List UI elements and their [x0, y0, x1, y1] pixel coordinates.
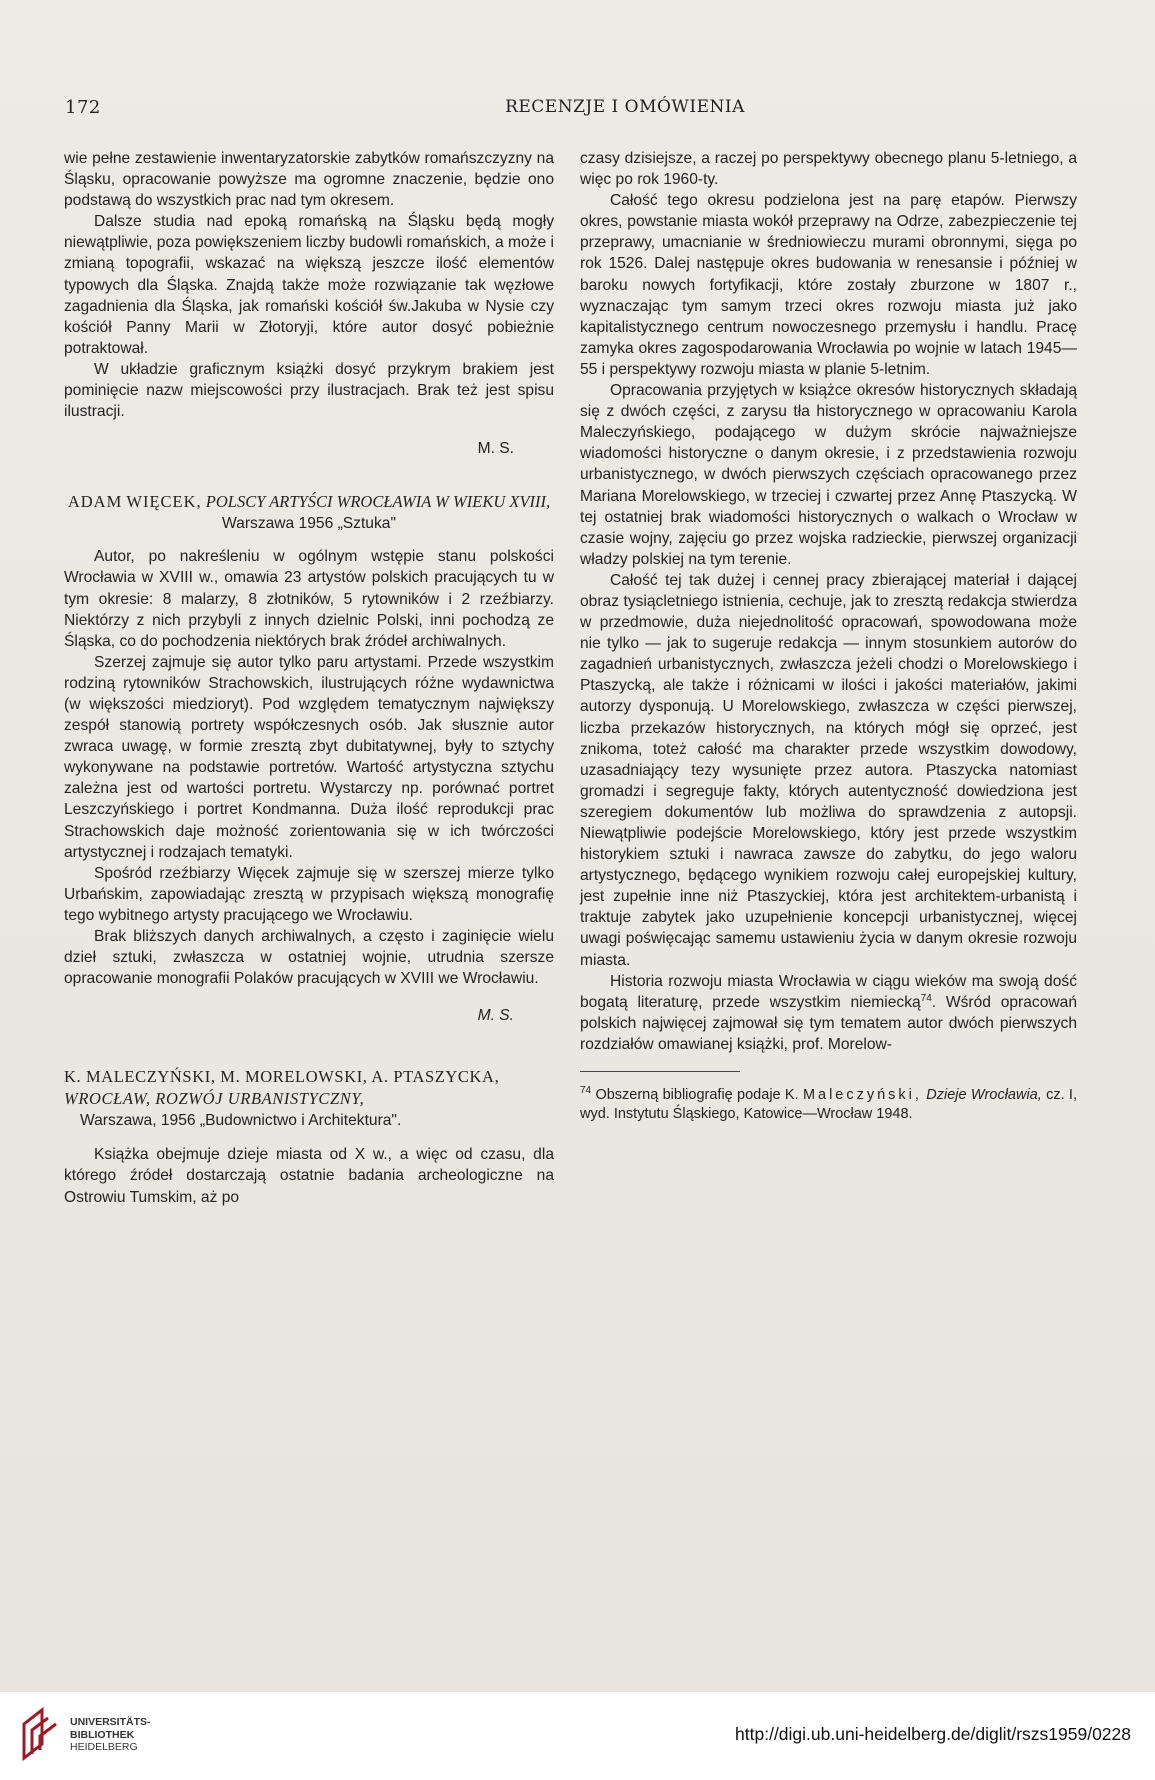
library-logo-icon	[18, 1704, 66, 1764]
library-line-3: HEIDELBERG	[70, 1741, 138, 1753]
left-column	[64, 148, 554, 1208]
footnote-text-end: cz. I, wyd. Instytutu Śląskiego, Katowice—Wrocław 1948.	[580, 1087, 1077, 1123]
reviewer-signature-1: M. S.	[477, 440, 514, 458]
footnote-reference: 74	[920, 992, 932, 1004]
footnote-74	[580, 1086, 1077, 1124]
digitization-footer	[0, 1692, 1155, 1780]
page-number: 172	[65, 97, 101, 118]
footnote-text-start: Obszerną bibliografię podaje K.	[591, 1087, 803, 1104]
right-paragraph-5	[580, 971, 1077, 1055]
left-paragraph-4: Autor, po nakreśleniu w ogólnym wstępie stanu polskości Wrocławia w XVIII w., omawia 23 artystów polskich pracujących tu w tym okresie: 8 malarzy, 8 złotników, 5 rytowników i 2 rzeźbiarzy. Niektórzy z nich przybyli z innych dzielnic Polski, inni pochodzą ze Śląska, co do pochodzenia niektórych brak źródeł archiwalnych.	[64, 548, 554, 650]
footnote-mark: 74	[580, 1085, 592, 1097]
review-book-title: POLSCY ARTYŚCI WROCŁAWIA W WIEKU XVIII,	[205, 492, 551, 512]
reviewer-signature-2: M. S.	[477, 1007, 514, 1025]
footnote-author: Maleczyński,	[802, 1087, 922, 1104]
permalink-url[interactable]: http://digi.ub.uni-heidelberg.de/diglit/rszs1959/0228	[735, 1724, 1131, 1744]
page-header	[65, 97, 1065, 125]
library-name	[70, 1716, 151, 1754]
footnote-title: Dzieje Wrocławia,	[926, 1087, 1042, 1104]
review-book-title-2: WROCŁAW, ROZWÓJ URBANISTYCZNY,	[64, 1089, 365, 1109]
right-paragraph-2: Całość tego okresu podzielona jest na parę etapów. Pierwszy okres, powstanie miasta wokół przeprawy na Odrze, zabezpieczenie tej przeprawy, umacnianie w średniowieczu murami obronnymi, sięga po rok 1526. Dalej następuje okres budowania w renesansie i później w baroku nowych fortyfikacji, które zostały zburzone w 1807 r., wyznaczając tym samym trzeci okres rozwoju miasta już jako kapitalistycznego centrum nowoczesnego przemysłu i handlu. Pracę zamyka okres zagospodarowania Wrocławia po wojnie w latach 1945—55 i perspektywy rozwoju miasta w planie 5-letnim.	[580, 192, 1077, 378]
review-author: ADAM	[67, 492, 123, 512]
right-paragraph-5-end: . Wśród opracowań polskich najwięcej zajmował się tym tematem autor dwóch pierwszych rozdziałów omawianej książki, prof. Morelow-	[580, 993, 1077, 1053]
library-line-1: UNIVERSITÄTS-	[70, 1716, 151, 1728]
library-line-2: BIBLIOTHEK	[70, 1728, 135, 1741]
left-paragraph-5: Szerzej zajmuje się autor tylko paru artystami. Przede wszystkim rodziną rytowników Strachowskich, ilustrujących różne wydawnictwa (w większości miedzioryt). Pod względem tematycznym największy zespół stanowią portrety współczesnych osób. Jak słusznie autor zwraca uwagę, w formie zresztą zbyt dubitatywnej, były to sztychy wykonywane na podstawie portretów. Wartość artystyczna sztychu zależna jest od wartości portretu. Wystarczy np. porównać portret Leszczyńskiego i portret Kondmanna. Duża ilość reprodukcji prac Strachowskich daje możność zorientowania się w ich twórczości artystycznej i rodzajach tematyki.	[64, 653, 554, 861]
right-paragraph-3: Opracowania przyjętych w książce okresów historycznych składają się z dwóch części, z zarysu tła historycznego w opracowaniu Karola Maleczyńskiego, podającego w dużym skrócie najważniejsze wiadomości historyczne o danym okresie, i z przedstawienia rozwoju urbanistycznego, w dwóch pierwszych częściach opracowanego przez Mariana Morelowskiego, w trzeciej i czwartej przez Annę Ptaszycką. W tej ostatniej brak wiadomości historycznych o walkach o Wrocław w czasie wojny, zajęciu go przez wojska radzieckie, pierwszej organizacji władzy polskiej na tym terenie.	[580, 382, 1077, 568]
running-title: RECENZJE I OMÓWIENIA	[505, 97, 745, 117]
right-paragraph-4: Całość tej tak dużej i cennej pracy zbierającej materiał i dającej obraz tysiącletniego istnienia, cechuje, jak to zresztą redakcja stwierdza w przedmowie, duża niejednolitość opracowań, spowodowana może nie tylko — jak to sugeruje redakcja — innym stosunkiem autorów do zagadnień urbanistycznych, zwłaszcza jeżeli chodzi o Morelowskiego i Ptaszycką, ale także i różnicami w ilości i jakości materiałów, jakimi autorzy dysponują. U Morelowskiego, zwłaszcza w części pierwszej, liczba przekazów historycznych, na których mógł się oprzeć, jest znikoma, toteż całość ma charakter przede wszystkim dowodowy, uzasadniający tezy wysunięte przez autora. Ptaszycka natomiast gromadzi i segreguje fakty, których autentyczność dowiedziona jest szeregiem dokumentów lub możliwa do sprawdzenia z autopsji. Niewątpliwie podejście Morelowskiego, który jest przede wszystkim historykiem sztuki i nawraca zawsze do zabytku, do jego waloru artystycznego, będącego wynikiem rozwoju całej europejskiej kultury, jest zupełnie inne niż Ptaszyckiej, która jest architektem-urbanistą i traktuje zabytek jako uzupełnienie koncepcji urbanistycznej, więcej uwagi poświęcając samemu ustawieniu życia w danym okresie rozwoju miasta.	[580, 571, 1077, 969]
left-paragraph-7: Brak bliższych danych archiwalnych, a często i zaginięcie wielu dzieł sztuki, zwłaszcza w ostatniej wojnie, utrudnia szersze opracowanie monografii Polaków pracujących w XVIII we Wrocławiu.	[64, 928, 554, 988]
left-paragraph-1: wie pełne zestawienie inwentaryzatorskie zabytków romańszczyzny na Śląsku, opracowanie powyższe ma ogromne znaczenie, będzie ono podstawą do wszystkich prac nad tym okresem.	[64, 150, 554, 210]
review-authors: K. MALECZYŃSKI, M. MORELOWSKI, A. PTASZYCKA,	[64, 1067, 500, 1087]
review-publication: Warszawa 1956 „Sztuka"	[222, 515, 396, 533]
review-heading-wiecek	[64, 491, 554, 534]
review-publication-2: Warszawa, 1956 „Budownictwo i Architektura".	[80, 1112, 402, 1130]
left-paragraph-8: Książka obejmuje dzieje miasta od X w., a więc od czasu, dla którego źródeł dostarczają ostatnie badania archeologiczne na Ostrowiu Tumskim, aż po	[64, 1146, 554, 1206]
review-heading-wroclaw	[64, 1066, 554, 1132]
review-author-surname: WIĘCEK,	[126, 492, 202, 512]
left-paragraph-3: W układzie graficznym książki dosyć przykrym brakiem jest pominięcie nazw miejscowości przy ilustracjach. Brak też jest spisu ilustracji.	[64, 360, 554, 421]
left-paragraph-2: Dalsze studia nad epoką romańską na Śląsku będą mogły niewątpliwie, poza powiększeniem liczby budowli romańskich, a może i zmianą topografii, wskazać na większą jeszcze ilość elementów typowych dla Śląska. Znajdą także może rozwiązanie tak węzłowe zagadnienia dla Śląska, jak romański kościół św.Jakuba w Nysie czy kościół Panny Marii w Złotoryji, które autor dosyć pobieżnie potraktował.	[64, 213, 554, 357]
right-paragraph-5-start: Historia rozwoju miasta Wrocławia w ciągu wieków ma swoją dość bogatą literaturę, przede wszystkim niemiecką	[580, 972, 1077, 1011]
right-paragraph-1: czasy dzisiejsze, a raczej po perspektywy obecnego planu 5-letniego, a więc po rok 1960-ty.	[580, 150, 1077, 189]
footnote-divider	[580, 1071, 740, 1072]
right-column	[580, 148, 1077, 1124]
left-paragraph-6: Spośród rzeźbiarzy Więcek zajmuje się w szerszej mierze tylko Urbańskim, zapowiadając zresztą w przypisach większą monografię tego wybitnego artysty pracującego we Wrocławiu.	[64, 864, 554, 924]
